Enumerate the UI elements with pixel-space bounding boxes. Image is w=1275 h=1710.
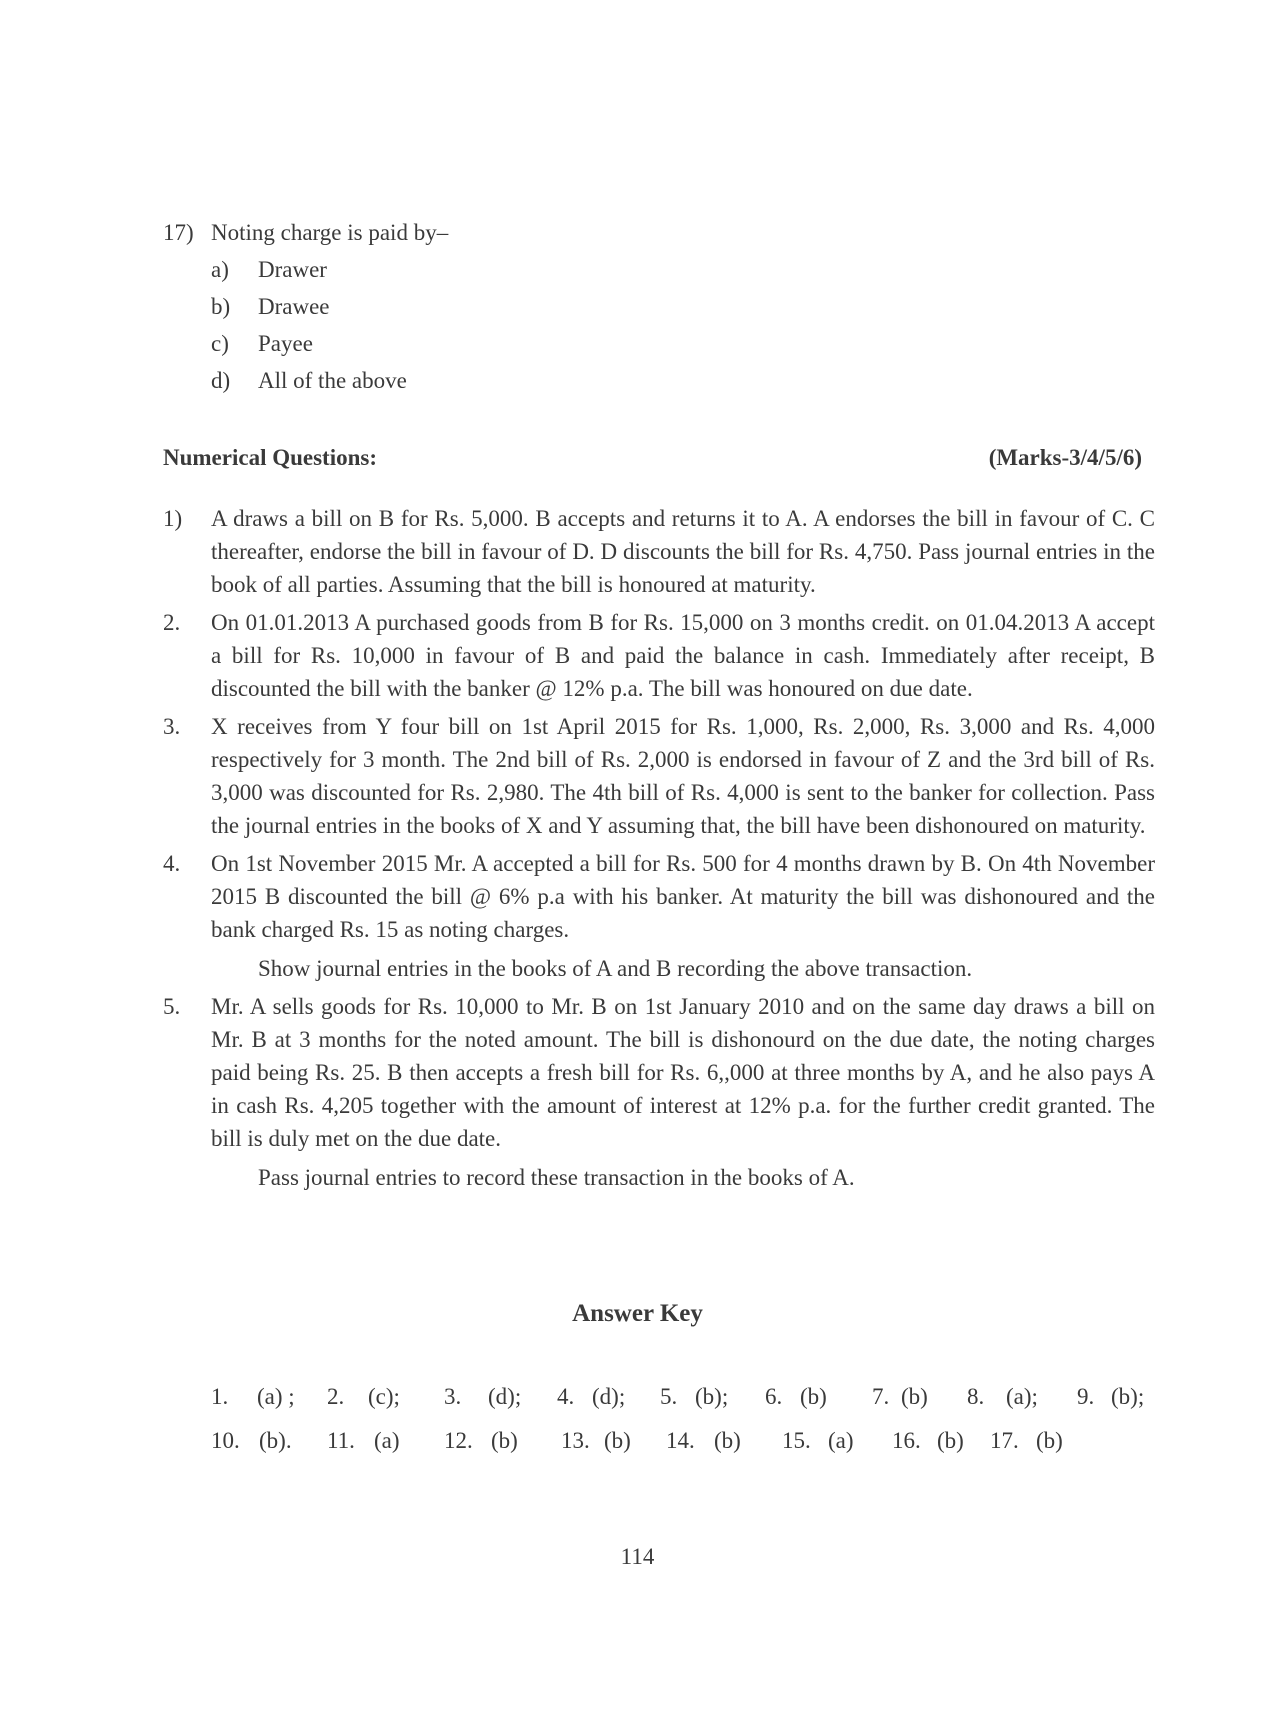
answer-value: (b); (1111, 1384, 1145, 1409)
answer-value: (b); (695, 1384, 729, 1409)
question-note: Pass journal entries to record these transaction in the books of A. (258, 1165, 855, 1190)
option-c (211, 325, 448, 362)
question-text: On 01.01.2013 A purchased goods from B for Rs. 15,000 on 3 months credit. on 01.04.2013 A accept a bill for Rs. 10,000 in favour of B and paid the balance in cash. Immediately after receipt, B discounted the bill with the banker @ 12% p.a. The bill was honoured on due date. (211, 610, 1155, 701)
answer-value: (d); (488, 1384, 522, 1409)
answer-number: 12. (444, 1428, 473, 1453)
question-number: 17) (163, 220, 194, 245)
page-number: 114 (620, 1544, 655, 1569)
mcq-question-17 (163, 214, 448, 399)
answer-value: (b) (491, 1428, 518, 1453)
answer-value: (b) (1036, 1428, 1063, 1453)
question-number: 5. (163, 994, 181, 1019)
answer-number: 4. (557, 1384, 575, 1409)
answer-value: (a) (374, 1428, 400, 1453)
numerical-question-1 (163, 502, 1155, 601)
question-number: 3. (163, 714, 181, 739)
option-a (211, 251, 448, 288)
answer-value: (b) (937, 1428, 964, 1453)
answer-value: (c); (368, 1384, 400, 1409)
question-number: 2. (163, 610, 181, 635)
option-text: Payee (258, 331, 313, 356)
answer-value: (a) ; (257, 1384, 295, 1409)
question-note: Show journal entries in the books of A and B recording the above transaction. (258, 956, 973, 981)
answer-number: 11. (327, 1428, 355, 1453)
answer-number: 8. (967, 1384, 985, 1409)
answer-number: 1. (211, 1384, 229, 1409)
numerical-questions-heading (163, 441, 1142, 475)
option-letter: d) (211, 368, 231, 393)
answer-number: 17. (990, 1428, 1019, 1453)
mcq-question-line (163, 214, 448, 251)
answer-number: 2. (327, 1384, 345, 1409)
answer-value: (a) (828, 1428, 854, 1453)
answer-number: 10. (211, 1428, 240, 1453)
option-text: Drawee (258, 294, 330, 319)
answer-value: (d); (592, 1384, 626, 1409)
option-text: All of the above (258, 368, 407, 393)
answer-number: 5. (660, 1384, 678, 1409)
numerical-question-3 (163, 710, 1155, 842)
question-text: A draws a bill on B for Rs. 5,000. B accepts and returns it to A. A endorses the bill in favour of C. C thereafter, endorse the bill in favour of D. D discounts the bill for Rs. 4,750. Pass journal entries in the book of all parties. Assuming that the bill is honoured at maturity. (211, 506, 1155, 597)
question-number: 4. (163, 851, 181, 876)
answer-value: (b) (901, 1384, 928, 1409)
answer-value: (b) (604, 1428, 631, 1453)
option-text: Drawer (258, 257, 327, 282)
numerical-question-2 (163, 606, 1155, 705)
answer-number: 3. (444, 1384, 462, 1409)
numerical-question-4 (163, 847, 1155, 985)
option-b (211, 288, 448, 325)
answer-value: (b) (714, 1428, 741, 1453)
option-letter: b) (211, 294, 231, 319)
marks-label: (Marks-3/4/5/6) (988, 445, 1142, 470)
numerical-question-5 (163, 990, 1155, 1194)
answer-value: (b). (259, 1428, 292, 1453)
answer-number: 16. (892, 1428, 921, 1453)
question-text: Mr. A sells goods for Rs. 10,000 to Mr. B on 1st January 2010 and on the same day draws a bill on Mr. B at 3 months for the noted amount. The bill is dishonourd on the due date, the noting charges paid being Rs. 25. B then accepts a fresh bill for Rs. 6,,000 at three months by A, and he also pays A in cash Rs. 4,205 together with the amount of interest at 12% p.a. for the further credit granted. The bill is duly met on the due date. (211, 994, 1155, 1151)
option-letter: a) (211, 257, 229, 282)
section-title: Numerical Questions: (163, 445, 378, 470)
answer-number: 15. (782, 1428, 811, 1453)
answer-number: 13. (561, 1428, 590, 1453)
question-text: X receives from Y four bill on 1st April 2015 for Rs. 1,000, Rs. 2,000, Rs. 3,000 and Rs. 4,000 respectively for 3 month. The 2nd bill of Rs. 2,000 is endorsed in favour of Z and the 3rd bill of Rs. 3,000 was discounted for Rs. 2,980. The 4th bill of Rs. 4,000 is sent to the banker for collection. Pass the journal entries in the books of X and Y assuming that, the bill have been dishonoured on maturity. (211, 714, 1155, 838)
answer-number: 7. (872, 1384, 890, 1409)
answer-key-title: Answer Key (572, 1300, 703, 1327)
answer-value: (a); (1006, 1384, 1038, 1409)
question-number: 1) (163, 506, 183, 531)
question-text: On 1st November 2015 Mr. A accepted a bill for Rs. 500 for 4 months drawn by B. On 4th November 2015 B discounted the bill @ 6% p.a with his banker. At maturity the bill was dishonoured and the bank charged Rs. 15 as noting charges. (211, 851, 1155, 942)
option-d (211, 362, 448, 399)
answer-number: 9. (1077, 1384, 1095, 1409)
numerical-questions-list (163, 502, 1155, 1199)
answer-number: 14. (666, 1428, 695, 1453)
option-letter: c) (211, 331, 229, 356)
answer-number: 6. (765, 1384, 783, 1409)
answer-value: (b) (800, 1384, 827, 1409)
question-text: Noting charge is paid by– (211, 220, 449, 245)
